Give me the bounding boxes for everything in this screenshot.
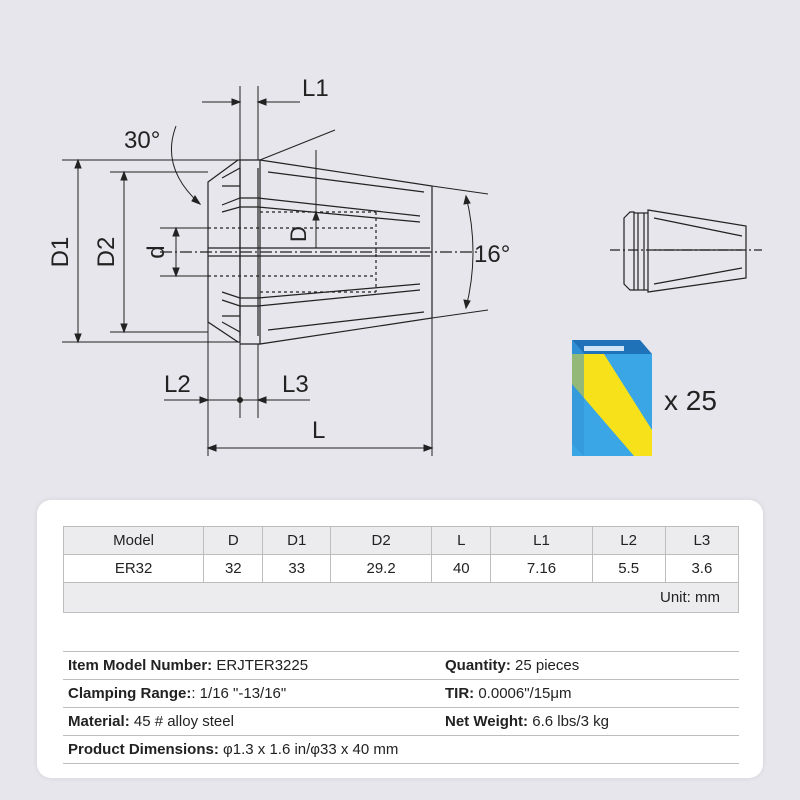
- cell-D: 32: [204, 555, 263, 583]
- info-row: [63, 652, 739, 680]
- dimensions-value: φ1.3 x 1.6 in/φ33 x 40 mm: [218, 741, 399, 758]
- clamping-cell: [63, 680, 440, 708]
- spec-table: [63, 526, 739, 613]
- spec-table-unit-row: [64, 583, 739, 613]
- item-model-label: Item Model Number:: [68, 657, 213, 674]
- header-L2: L2: [592, 527, 665, 555]
- header-L1: L1: [491, 527, 592, 555]
- label-L2: L2: [164, 371, 191, 398]
- tir-value: 0.0006"/15μm: [474, 685, 572, 702]
- header-model: Model: [64, 527, 204, 555]
- weight-value: 6.6 lbs/3 kg: [528, 713, 609, 730]
- cell-D1: 33: [263, 555, 331, 583]
- material-value: 45 # alloy steel: [129, 713, 234, 730]
- label-angle-30: 30°: [124, 127, 161, 154]
- tir-cell: [440, 680, 739, 708]
- quantity-cell: [440, 652, 739, 680]
- header-D: D: [204, 527, 263, 555]
- header-D2: D2: [331, 527, 432, 555]
- item-model-cell: [63, 652, 440, 680]
- header-L3: L3: [665, 527, 738, 555]
- cell-L3: 3.6: [665, 555, 738, 583]
- quantity-label: Quantity:: [445, 657, 511, 674]
- cell-D2: 29.2: [331, 555, 432, 583]
- material-cell: [63, 708, 440, 736]
- label-D2: D2: [93, 236, 120, 268]
- clamping-value: : 1/16 "-13/16": [191, 685, 287, 702]
- cell-L: 40: [432, 555, 491, 583]
- unit-label: Unit: mm: [64, 583, 739, 613]
- cell-model: ER32: [64, 555, 204, 583]
- info-row: [63, 680, 739, 708]
- info-row: [63, 708, 739, 736]
- item-model-value: ERJTER3225: [212, 657, 309, 674]
- product-info-table: [63, 651, 739, 764]
- label-L: L: [312, 417, 326, 444]
- header-D1: D1: [263, 527, 331, 555]
- label-D: D: [286, 226, 311, 242]
- header-L: L: [432, 527, 491, 555]
- quantity-multiplier: x 25: [664, 385, 717, 416]
- spec-table-row: [64, 555, 739, 583]
- label-L3: L3: [282, 371, 309, 398]
- quantity-value: 25 pieces: [510, 657, 580, 674]
- cell-L2: 5.5: [592, 555, 665, 583]
- weight-cell: [440, 708, 739, 736]
- material-label: Material:: [68, 713, 130, 730]
- label-angle-16: 16°: [474, 241, 511, 268]
- collet-side-view: [160, 160, 478, 344]
- cell-L1: 7.16: [491, 555, 592, 583]
- weight-label: Net Weight:: [445, 713, 529, 730]
- dimensions-label: Product Dimensions:: [68, 741, 219, 758]
- product-box-icon: [572, 340, 652, 456]
- small-collet-icon: [610, 210, 762, 292]
- tir-label: TIR:: [445, 685, 475, 702]
- info-row: [63, 736, 739, 764]
- dimensions-cell: [63, 736, 739, 764]
- spec-table-header-row: [64, 527, 739, 555]
- label-L1: L1: [302, 75, 329, 102]
- label-d: d: [143, 245, 170, 259]
- clamping-label: Clamping Range:: [68, 685, 192, 702]
- label-D1: D1: [47, 236, 74, 268]
